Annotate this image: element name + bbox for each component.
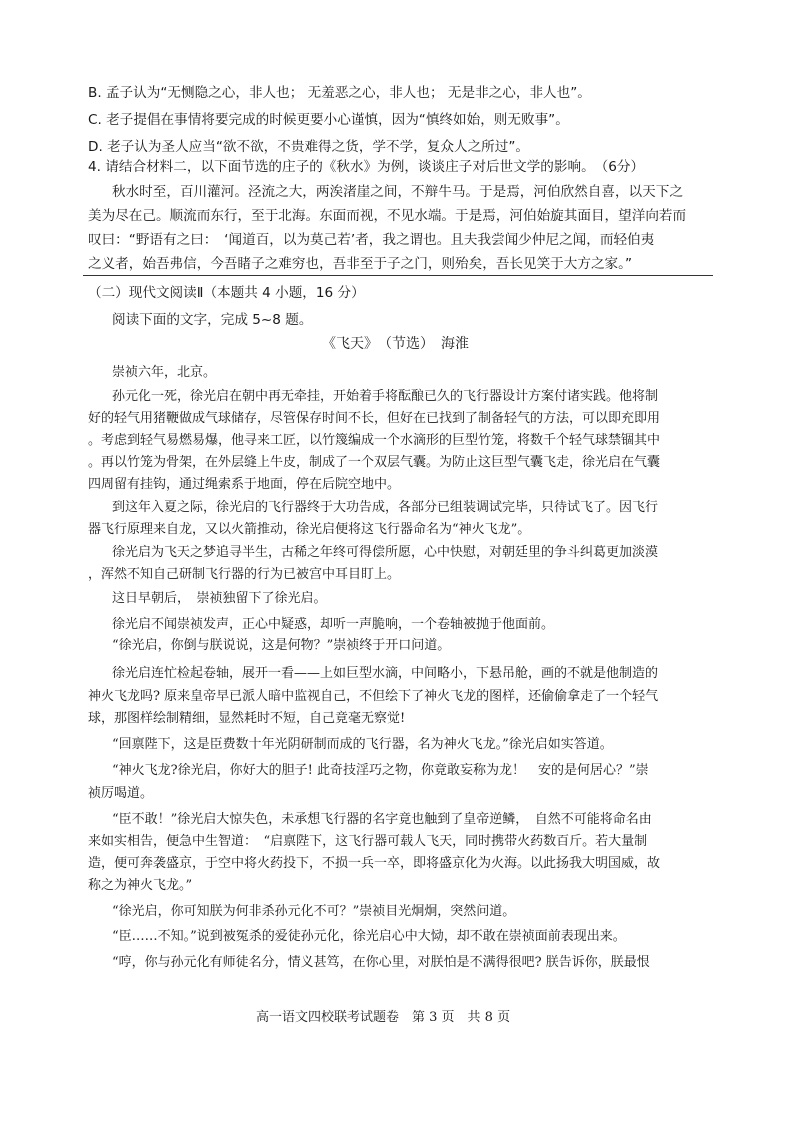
passage-line: 器飞行原理来自龙，又以火箭推动，徐光启便将这飞行器命名为“神火飞龙”。: [88, 522, 531, 537]
passage-line: “臣不敢！”徐光启大惊失色，未承想飞行器的名字竟也触到了皇帝逆鳞， 自然不可能将命名由: [112, 812, 652, 827]
passage-line: “徐光启，你可知朕为何非杀孙元化不可？”崇祯目光炯炯，突然问道。: [112, 904, 516, 919]
passage-line: 崇祯六年，北京。: [112, 365, 217, 380]
passage-line: 来如实相告，便急中生智道： “启禀陛下，这飞行器可载人飞天，同时携带火药数百斤。若大量制: [88, 834, 648, 849]
passage-line: 到这年入夏之际，徐光启的飞行器终于大功告成，各部分已组装调试完毕，只待试飞了。因飞行: [112, 500, 659, 515]
quote-line: 叹曰：“野语有之曰： ‘闻道百，以为莫己若’者，我之谓也。且夫我尝闻少仲尼之闻，而轻伯夷: [88, 232, 655, 248]
option-d: D. 老子认为圣人应当“欲不欲，不贵难得之货，学不学，复众人之所过”。: [88, 139, 530, 155]
passage-line: 造，便可奔袭盛京，于空中将火药投下，不损一兵一卒，即将盛京化为火海。以此扬我大明国威，故: [88, 856, 661, 871]
passage-line: 这日早朝后， 崇祯独留下了徐光启。: [112, 591, 327, 606]
quote-line: 之义者，始吾弗信，今吾睹子之难穷也，吾非至于子之门，则殆矣，吾长见笑于大方之家。”: [88, 256, 632, 272]
section-heading: （二）现代文阅读Ⅱ（本题共 4 小题，16 分）: [88, 285, 365, 301]
passage-line: “神火飞龙?徐光启，你好大的胆子! 此奇技淫巧之物，你竟敢妄称为龙！ 安的是何居心？”崇: [112, 763, 649, 778]
passage-line: “臣……不知。”说到被冤杀的爱徒孙元化，徐光启心中大恸，却不敢在崇祯面前表现出来。: [112, 929, 626, 944]
section-instruction: 阅读下面的文字，完成 5~8 题。: [112, 312, 313, 328]
passage-line: 称之为神火飞龙。”: [88, 878, 193, 893]
passage-line: 徐光启为飞天之梦追寻半生，古稀之年终可得偿所愿，心中快慰，对朝廷里的争斗纠葛更加淡漠: [112, 545, 659, 560]
passage-line: “哼，你与孙元化有师徒名分，情义甚笃，在你心里，对朕怕是不满得很吧? 朕告诉你，朕最恨: [112, 955, 650, 970]
option-c: C. 老子提倡在事情将要完成的时候更要小心谨慎，因为“慎终如始，则无败事”。: [88, 112, 569, 128]
passage-line: 。考虑到轻气易燃易爆，他寻来工匠，以竹篾编成一个水滴形的巨型竹笼，将数千个轻气球禁锢其中: [88, 433, 661, 448]
passage-line: 球，那图样绘制精细，显然耗时不短，自己竟毫无察觉!: [88, 711, 406, 726]
passage-line: 四周留有挂钩，通过绳索系于地面，停在后院空地中。: [88, 477, 401, 492]
passage-line: 好的轻气用猪鞭做成气球储存，尽管保存时间不长，但好在已找到了制备轻气的方法，可以即充即用: [88, 411, 661, 426]
question-4: 4. 请结合材料二，以下面节选的庄子的《秋水》为例，谈谈庄子对后世文学的影响。 （6分）: [88, 159, 645, 175]
passage-line: 徐光启连忙检起卷轴，展开一看——上如巨型水滴，中间略小，下悬吊舱，画的不就是他制造的: [112, 666, 659, 681]
passage-line: 孙元化一死，徐光启在朝中再无牵挂，开始着手将酝酿已久的飞行器设计方案付诸实践。他将制: [112, 389, 659, 404]
quote-line: 秋水时至，百川灌河。泾流之大，两涘渚崖之间，不辩牛马。于是焉，河伯欣然自喜，以天下之: [112, 184, 683, 200]
passage-line: 。再以竹笼为骨架，在外层缝上牛皮，制成了一个双层气囊。为防止这巨型气囊飞走，徐光启在气囊: [88, 455, 661, 470]
passage-line: 徐光启不闻崇祯发声，正心中疑惑，却听一声脆响，一个卷轴被抛于他面前。: [112, 617, 555, 632]
passage-line: 祯厉喝道。: [88, 786, 154, 801]
passage-line: ，浑然不知自己研制飞行器的行为已被宫中耳目盯上。: [88, 567, 401, 582]
passage-line: “徐光启，你倒与朕说说，这是何物？”崇祯终于开口问道。: [112, 638, 451, 653]
section-divider: [83, 275, 713, 276]
passage-line: “回禀陛下，这是臣费数十年光阴研制而成的飞行器，名为神火飞龙。”徐光启如实答道。: [112, 737, 613, 752]
quote-line: 美为尽在己。顺流而东行，至于北海。东面而视，不见水端。于是焉，河伯始旋其面目，望洋向若而: [88, 208, 687, 224]
passage-line: 神火飞龙吗? 原来皇帝早已派人暗中监视自己，不但绘下了神火飞龙的图样，还偷偷拿走了一个轻气: [88, 689, 659, 704]
option-b: B. 孟子认为“无恻隐之心，非人也； 无羞恶之心，非人也； 无是非之心，非人也”。: [88, 85, 591, 101]
page-footer: 高一语文四校联考试题卷 第 3 页 共 8 页: [256, 1010, 511, 1025]
passage-title: 《飞天》 （节选） 海淮: [322, 336, 469, 352]
